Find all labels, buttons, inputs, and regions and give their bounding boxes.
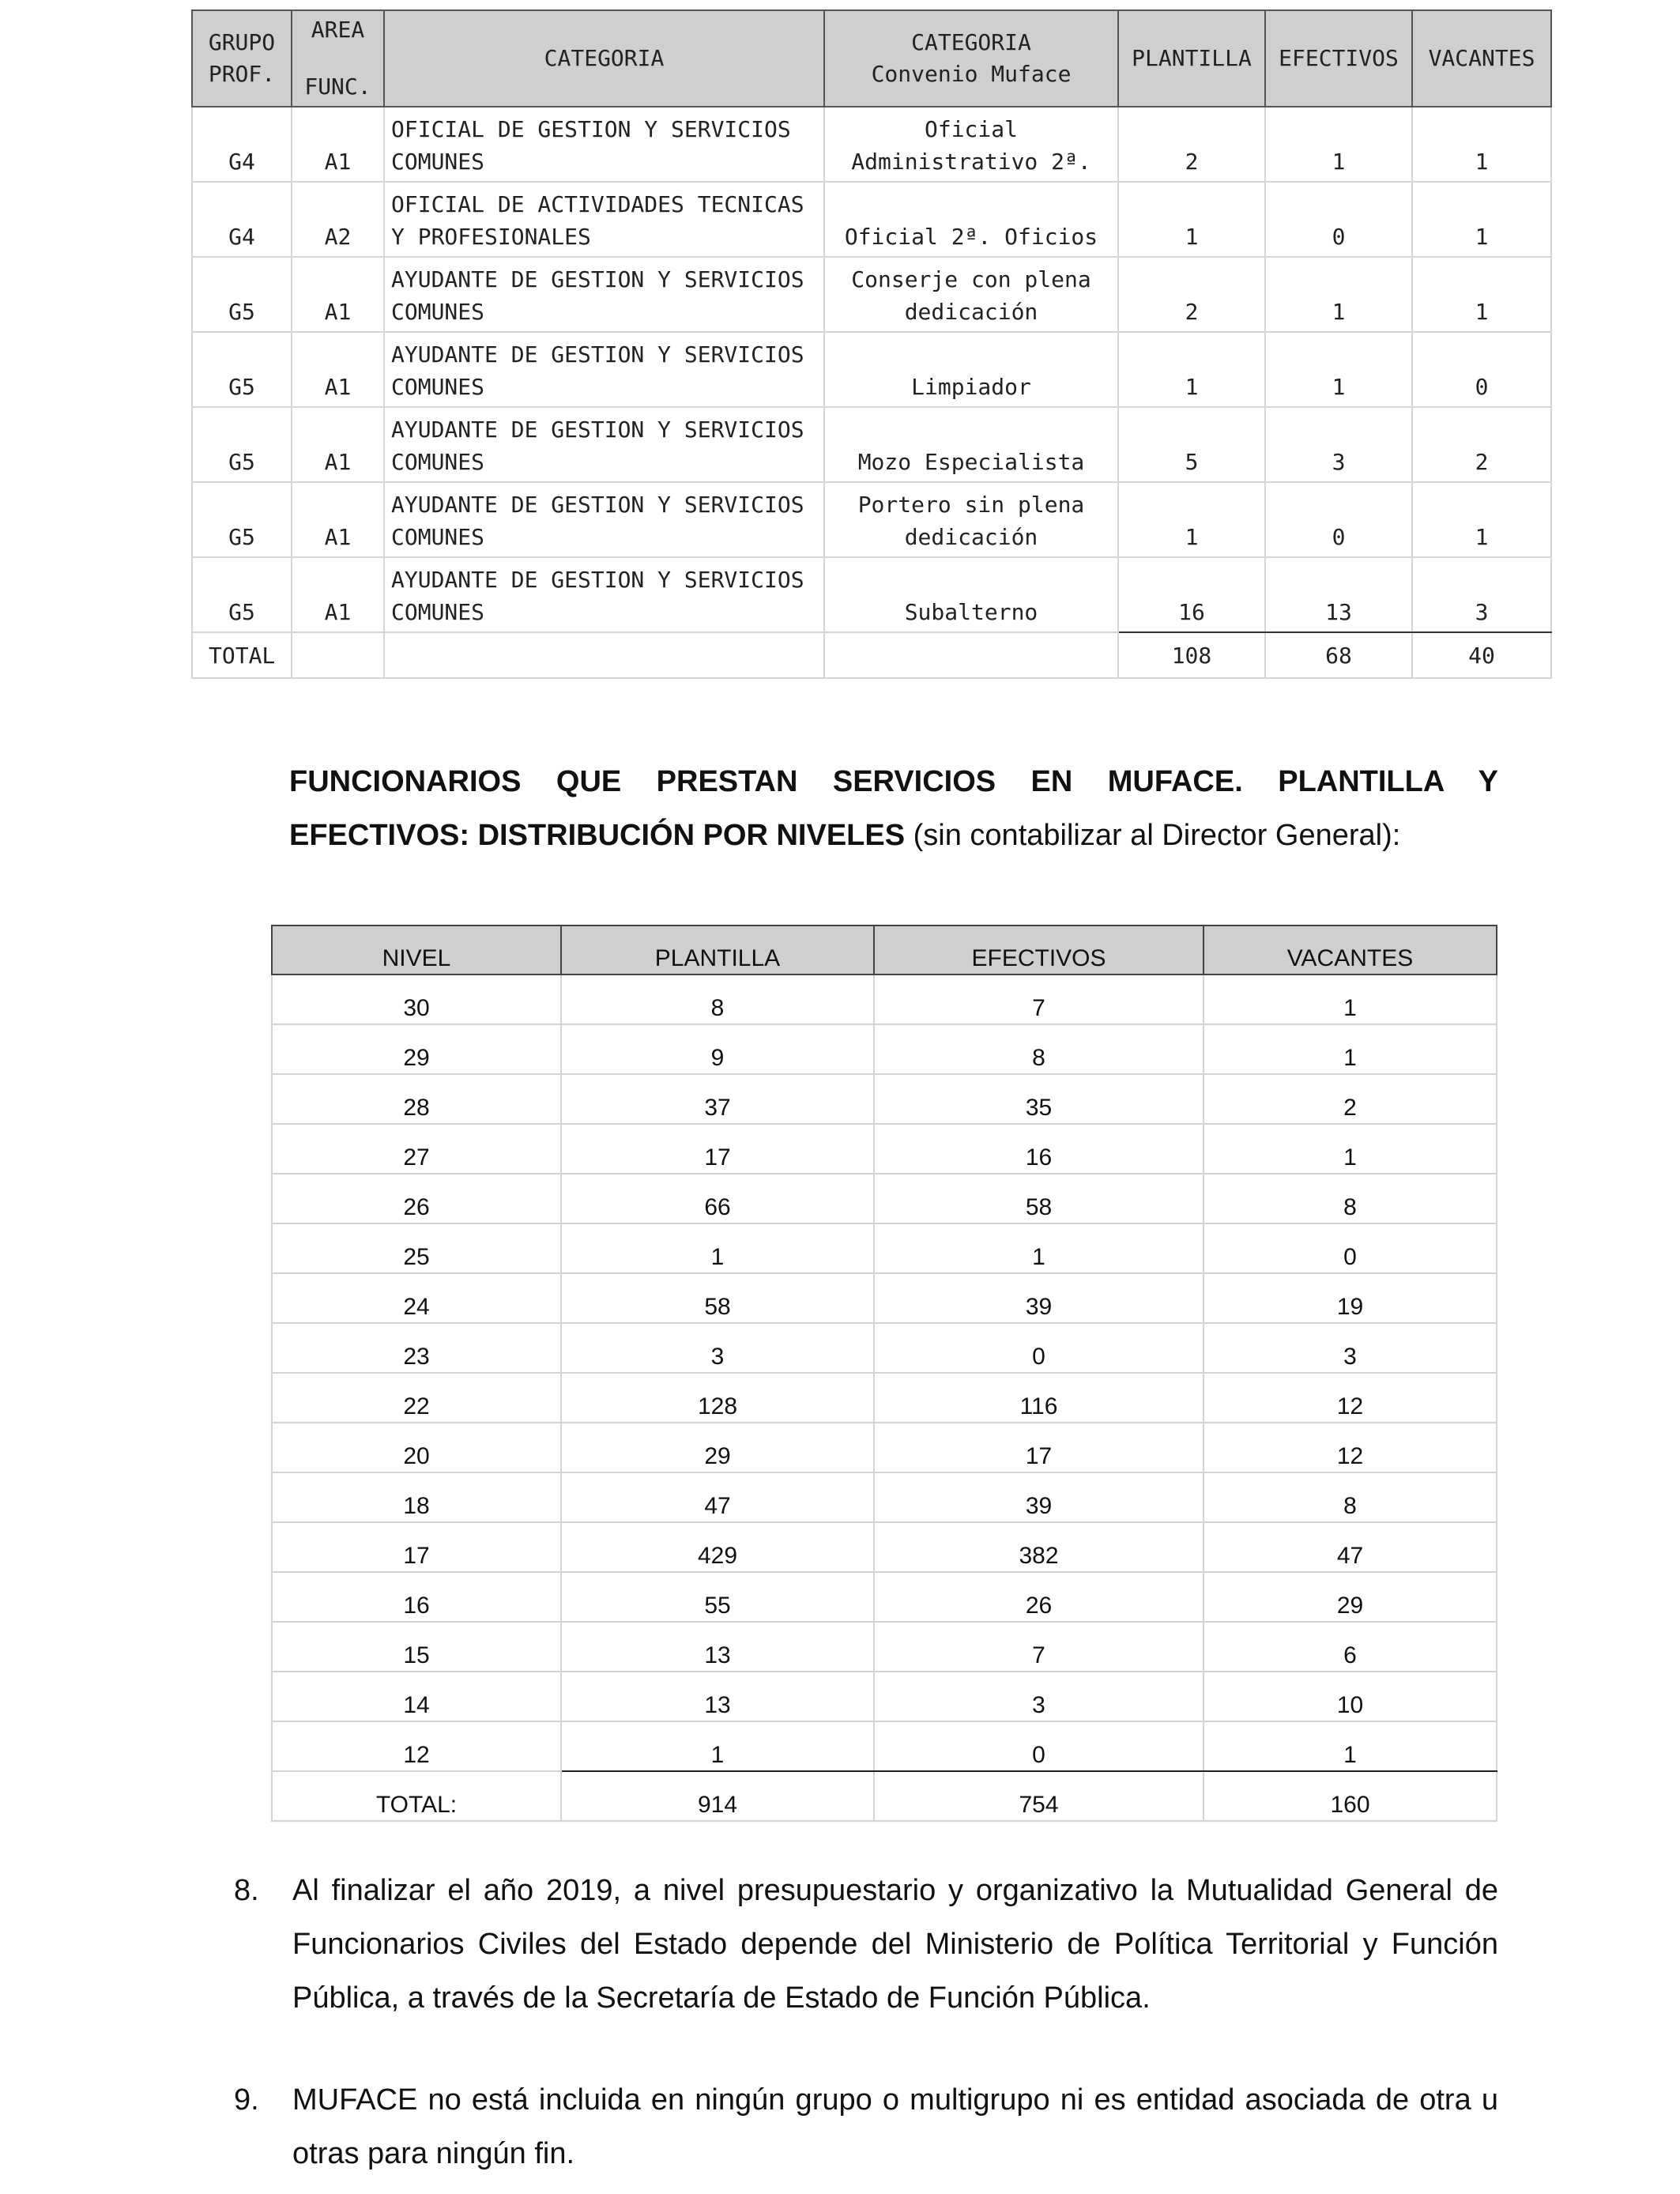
cell-plantilla: 1 <box>1118 182 1265 257</box>
cell-vacantes: 2 <box>1203 1074 1497 1124</box>
cell-nivel: 14 <box>272 1672 561 1721</box>
table-row <box>272 1223 1497 1273</box>
cell-plantilla: 2 <box>1118 257 1265 332</box>
cell-grupo: G4 <box>192 107 292 182</box>
table-row <box>272 1622 1497 1672</box>
cell-plantilla: 128 <box>561 1373 874 1423</box>
table-row <box>272 1423 1497 1472</box>
cell-efectivos: 1 <box>1265 332 1412 407</box>
cell-area: A2 <box>292 182 384 257</box>
cell-vacantes: 19 <box>1203 1273 1497 1323</box>
total-empty-cell <box>292 632 384 678</box>
table-row <box>192 557 1551 632</box>
cell-efectivos: 1 <box>874 1223 1203 1273</box>
cell-efectivos: 26 <box>874 1572 1203 1622</box>
table-row <box>272 1323 1497 1373</box>
cell-nivel: 25 <box>272 1223 561 1273</box>
header-efectivos: EFECTIVOS <box>874 925 1203 974</box>
cell-plantilla: 58 <box>561 1273 874 1323</box>
cell-plantilla: 1 <box>561 1223 874 1273</box>
cell-area: A1 <box>292 332 384 407</box>
cell-efectivos: 116 <box>874 1373 1203 1423</box>
cell-grupo: G5 <box>192 257 292 332</box>
header-vacantes: VACANTES <box>1203 925 1497 974</box>
cell-grupo: G5 <box>192 482 292 557</box>
table-row <box>272 1522 1497 1572</box>
table-row <box>272 1572 1497 1622</box>
table-row <box>192 407 1551 482</box>
category-table <box>191 9 1552 679</box>
cell-categoria: AYUDANTE DE GESTION Y SERVICIOS COMUNES <box>384 407 824 482</box>
cell-grupo: G5 <box>192 407 292 482</box>
cell-efectivos: 13 <box>1265 557 1412 632</box>
cell-nivel: 18 <box>272 1472 561 1522</box>
table-row <box>192 182 1551 257</box>
total-row <box>192 632 1551 678</box>
table-row <box>192 482 1551 557</box>
cell-plantilla: 9 <box>561 1024 874 1074</box>
cell-vacantes: 1 <box>1203 1721 1497 1771</box>
cell-convenio: Oficial 2ª. Oficios <box>824 182 1118 257</box>
cell-plantilla: 17 <box>561 1124 874 1174</box>
cell-vacantes: 1 <box>1203 1024 1497 1074</box>
total-plantilla: 914 <box>561 1771 874 1821</box>
total-label: TOTAL: <box>272 1771 561 1821</box>
header-nivel: NIVEL <box>272 925 561 974</box>
cell-vacantes: 3 <box>1203 1323 1497 1373</box>
cell-efectivos: 16 <box>874 1124 1203 1174</box>
cell-nivel: 29 <box>272 1024 561 1074</box>
cell-convenio: Mozo Especialista <box>824 407 1118 482</box>
cell-plantilla: 13 <box>561 1622 874 1672</box>
cell-convenio: Portero sin plena dedicación <box>824 482 1118 557</box>
table-row <box>272 1124 1497 1174</box>
cell-plantilla: 1 <box>1118 482 1265 557</box>
cell-plantilla: 8 <box>561 974 874 1024</box>
cell-nivel: 30 <box>272 974 561 1024</box>
cell-convenio: Subalterno <box>824 557 1118 632</box>
table-row <box>272 1024 1497 1074</box>
cell-plantilla: 55 <box>561 1572 874 1622</box>
cell-nivel: 22 <box>272 1373 561 1423</box>
cell-nivel: 27 <box>272 1124 561 1174</box>
cell-vacantes: 47 <box>1203 1522 1497 1572</box>
paragraph-number: 9. <box>234 2083 259 2117</box>
cell-vacantes: 0 <box>1412 332 1551 407</box>
cell-efectivos: 35 <box>874 1074 1203 1124</box>
cell-efectivos: 7 <box>874 1622 1203 1672</box>
cell-nivel: 15 <box>272 1622 561 1672</box>
cell-vacantes: 2 <box>1412 407 1551 482</box>
cell-vacantes: 12 <box>1203 1423 1497 1472</box>
header-categoria-muface-line1: CATEGORIA <box>911 29 1031 55</box>
cell-categoria: AYUDANTE DE GESTION Y SERVICIOS COMUNES <box>384 257 824 332</box>
cell-plantilla: 429 <box>561 1522 874 1572</box>
cell-vacantes: 8 <box>1203 1174 1497 1223</box>
cell-nivel: 16 <box>272 1572 561 1622</box>
cell-categoria: AYUDANTE DE GESTION Y SERVICIOS COMUNES <box>384 332 824 407</box>
header-plantilla: PLANTILLA <box>1118 10 1265 107</box>
header-categoria-muface <box>824 10 1118 107</box>
cell-efectivos: 58 <box>874 1174 1203 1223</box>
cell-vacantes: 1 <box>1412 257 1551 332</box>
total-efectivos: 754 <box>874 1771 1203 1821</box>
table-row <box>272 1472 1497 1522</box>
cell-nivel: 26 <box>272 1174 561 1223</box>
header-plantilla: PLANTILLA <box>561 925 874 974</box>
total-vacantes: 160 <box>1203 1771 1497 1821</box>
header-efectivos: EFECTIVOS <box>1265 10 1412 107</box>
cell-grupo: G5 <box>192 557 292 632</box>
table-row <box>272 1721 1497 1771</box>
cell-efectivos: 7 <box>874 974 1203 1024</box>
cell-plantilla: 1 <box>561 1721 874 1771</box>
header-area <box>292 10 384 107</box>
cell-convenio: Conserje con plena dedicación <box>824 257 1118 332</box>
total-efectivos: 68 <box>1265 632 1412 678</box>
paragraph-number: 8. <box>234 1874 259 1907</box>
header-vacantes: VACANTES <box>1412 10 1551 107</box>
total-label: TOTAL <box>192 632 292 678</box>
cell-vacantes: 1 <box>1203 974 1497 1024</box>
cell-nivel: 28 <box>272 1074 561 1124</box>
cell-vacantes: 1 <box>1412 107 1551 182</box>
cell-categoria: AYUDANTE DE GESTION Y SERVICIOS COMUNES <box>384 482 824 557</box>
paragraph-8 <box>234 1864 1498 2025</box>
total-empty-cell <box>384 632 824 678</box>
table-row <box>192 332 1551 407</box>
cell-vacantes: 3 <box>1412 557 1551 632</box>
table-row <box>272 1174 1497 1223</box>
cell-efectivos: 39 <box>874 1472 1203 1522</box>
table-row <box>272 974 1497 1024</box>
cell-plantilla: 13 <box>561 1672 874 1721</box>
paragraph-9 <box>234 2073 1498 2181</box>
cell-vacantes: 6 <box>1203 1622 1497 1672</box>
cell-nivel: 23 <box>272 1323 561 1373</box>
cell-nivel: 17 <box>272 1522 561 1572</box>
cell-efectivos: 0 <box>1265 482 1412 557</box>
cell-efectivos: 0 <box>874 1323 1203 1373</box>
cell-plantilla: 3 <box>561 1323 874 1373</box>
cell-vacantes: 1 <box>1203 1124 1497 1174</box>
cell-plantilla: 16 <box>1118 557 1265 632</box>
level-table-header <box>272 925 1497 974</box>
header-grupo: GRUPO PROF. <box>192 10 292 107</box>
header-area-bottom: FUNC. <box>304 74 371 100</box>
cell-efectivos: 17 <box>874 1423 1203 1472</box>
cell-area: A1 <box>292 557 384 632</box>
cell-plantilla: 66 <box>561 1174 874 1223</box>
cell-plantilla: 47 <box>561 1472 874 1522</box>
cell-area: A1 <box>292 257 384 332</box>
cell-efectivos: 8 <box>874 1024 1203 1074</box>
cell-efectivos: 382 <box>874 1522 1203 1572</box>
cell-plantilla: 5 <box>1118 407 1265 482</box>
category-table-header <box>192 10 1551 107</box>
total-plantilla: 108 <box>1118 632 1265 678</box>
cell-vacantes: 29 <box>1203 1572 1497 1622</box>
table-row <box>272 1373 1497 1423</box>
cell-grupo: G5 <box>192 332 292 407</box>
cell-vacantes: 10 <box>1203 1672 1497 1721</box>
total-empty-cell <box>824 632 1118 678</box>
table-row <box>272 1273 1497 1323</box>
cell-vacantes: 1 <box>1412 182 1551 257</box>
cell-convenio: Limpiador <box>824 332 1118 407</box>
cell-area: A1 <box>292 107 384 182</box>
total-row <box>272 1771 1497 1821</box>
cell-efectivos: 1 <box>1265 107 1412 182</box>
cell-nivel: 24 <box>272 1273 561 1323</box>
cell-area: A1 <box>292 407 384 482</box>
section-heading <box>289 755 1498 862</box>
cell-efectivos: 1 <box>1265 257 1412 332</box>
cell-efectivos: 3 <box>1265 407 1412 482</box>
header-categoria-muface-line2: Convenio Muface <box>871 61 1072 87</box>
cell-nivel: 12 <box>272 1721 561 1771</box>
cell-vacantes: 12 <box>1203 1373 1497 1423</box>
cell-categoria: OFICIAL DE ACTIVIDADES TECNICAS Y PROFESIONALES <box>384 182 824 257</box>
cell-categoria: AYUDANTE DE GESTION Y SERVICIOS COMUNES <box>384 557 824 632</box>
header-area-top: AREA <box>311 17 365 43</box>
section-heading-bold: FUNCIONARIOS QUE PRESTAN SERVICIOS EN MUFACE. PLANTILLA Y EFECTIVOS: DISTRIBUCIÓN POR NIVELES <box>289 765 1498 852</box>
section-heading-note: (sin contabilizar al Director General): <box>905 819 1401 852</box>
cell-grupo: G4 <box>192 182 292 257</box>
table-row <box>192 257 1551 332</box>
cell-nivel: 20 <box>272 1423 561 1472</box>
cell-convenio: Oficial Administrativo 2ª. <box>824 107 1118 182</box>
total-vacantes: 40 <box>1412 632 1551 678</box>
cell-vacantes: 0 <box>1203 1223 1497 1273</box>
cell-plantilla: 37 <box>561 1074 874 1124</box>
level-table <box>271 925 1497 1822</box>
paragraph-text: Al finalizar el año 2019, a nivel presupuestario y organizativo la Mutualidad General de Funcionarios Civiles del Estado depende del Ministerio de Política Territorial y Función Pública, a través de la Secretaría de Estado de Función Pública. <box>292 1874 1498 2015</box>
header-categoria: CATEGORIA <box>384 10 824 107</box>
cell-efectivos: 3 <box>874 1672 1203 1721</box>
cell-area: A1 <box>292 482 384 557</box>
table-row <box>272 1672 1497 1721</box>
cell-plantilla: 1 <box>1118 332 1265 407</box>
cell-vacantes: 8 <box>1203 1472 1497 1522</box>
paragraph-text: MUFACE no está incluida en ningún grupo o multigrupo ni es entidad asociada de otra u otras para ningún fin. <box>292 2083 1498 2170</box>
table-row <box>272 1074 1497 1124</box>
cell-plantilla: 29 <box>561 1423 874 1472</box>
cell-vacantes: 1 <box>1412 482 1551 557</box>
cell-efectivos: 0 <box>1265 182 1412 257</box>
cell-categoria: OFICIAL DE GESTION Y SERVICIOS COMUNES <box>384 107 824 182</box>
table-row <box>192 107 1551 182</box>
cell-plantilla: 2 <box>1118 107 1265 182</box>
cell-efectivos: 0 <box>874 1721 1203 1771</box>
cell-efectivos: 39 <box>874 1273 1203 1323</box>
